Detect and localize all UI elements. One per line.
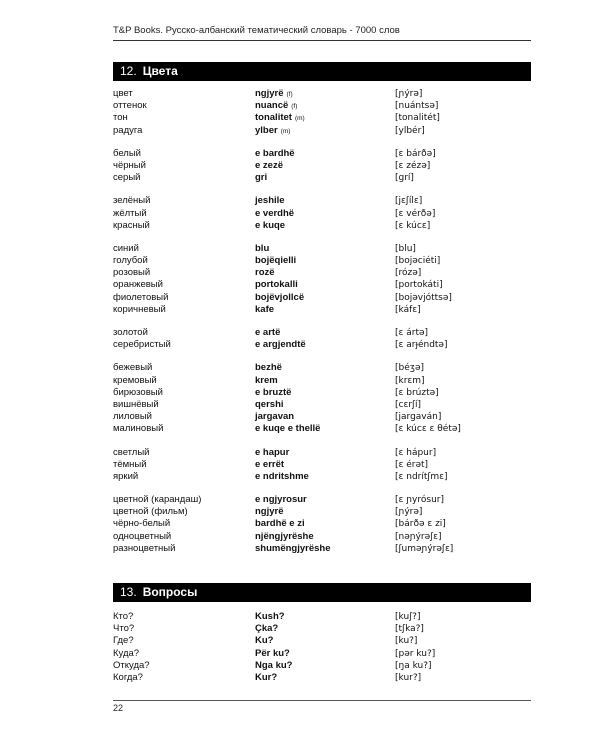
vocab-row bbox=[113, 623, 531, 635]
albanian-word bbox=[255, 387, 291, 399]
albanian-word bbox=[255, 399, 284, 411]
russian-word: тон bbox=[113, 112, 128, 124]
russian-word: Где? bbox=[113, 635, 134, 647]
vocab-row bbox=[113, 148, 531, 160]
albanian-word bbox=[255, 255, 296, 267]
transcription: [ku?] bbox=[395, 636, 418, 647]
transcription: [káfɛ] bbox=[395, 304, 421, 315]
albanian-word bbox=[255, 267, 275, 279]
russian-word: зелёный bbox=[113, 195, 151, 207]
transcription: [bárðə ɛ zi] bbox=[395, 519, 446, 530]
albanian-word-text: e bruztë bbox=[255, 386, 292, 398]
russian-word: розовый bbox=[113, 267, 151, 279]
albanian-word bbox=[255, 459, 284, 471]
transcription: [ɛ ɲyrósur] bbox=[395, 495, 444, 506]
transcription: [bojəvjóttsə] bbox=[395, 292, 452, 303]
russian-word: цветной (фильм) bbox=[113, 506, 188, 518]
russian-word: вишнёвый bbox=[113, 398, 159, 410]
albanian-word bbox=[255, 635, 273, 647]
vocab-row bbox=[113, 255, 531, 267]
albanian-word-text: Çka? bbox=[255, 623, 279, 635]
vocab-row bbox=[113, 267, 531, 279]
albanian-word-text: gri bbox=[255, 172, 268, 184]
albanian-word bbox=[255, 660, 292, 672]
albanian-word bbox=[255, 125, 290, 138]
vocab-row bbox=[113, 362, 531, 374]
vocab-row bbox=[113, 411, 531, 423]
vocab-row bbox=[113, 399, 531, 411]
albanian-word bbox=[255, 447, 289, 459]
albanian-word bbox=[255, 543, 331, 555]
albanian-word-text: ngjyrë bbox=[255, 88, 284, 99]
albanian-word-text: Ku? bbox=[255, 635, 274, 647]
transcription: [nəɲýrəʃɛ] bbox=[395, 531, 442, 542]
vocab-row bbox=[113, 243, 531, 255]
transcription: [ɛ bárðə] bbox=[395, 148, 436, 159]
albanian-word bbox=[255, 494, 307, 506]
transcription: [grí] bbox=[395, 173, 414, 184]
vocab-row bbox=[113, 195, 531, 207]
russian-word: бирюзовый bbox=[113, 386, 163, 398]
albanian-word-text: e kuqe bbox=[255, 219, 286, 231]
albanian-word-text: bojëvjollcë bbox=[255, 291, 305, 303]
vocab-row bbox=[113, 672, 531, 684]
albanian-word-text: portokalli bbox=[255, 279, 298, 291]
albanian-word bbox=[255, 208, 294, 220]
albanian-word bbox=[255, 304, 274, 316]
albanian-word-text: e verdhë bbox=[255, 207, 295, 219]
albanian-word bbox=[255, 672, 277, 684]
transcription: [ɲýrə] bbox=[395, 89, 423, 99]
vocab-row bbox=[113, 88, 531, 100]
transcription: [nuántsə] bbox=[395, 101, 439, 112]
transcription: [ɛ érət] bbox=[395, 459, 429, 470]
russian-word: Куда? bbox=[113, 647, 140, 659]
vocab-row bbox=[113, 660, 531, 672]
transcription: [ʃuməɲýrəʃɛ] bbox=[395, 543, 454, 554]
albanian-word bbox=[255, 362, 282, 374]
albanian-word-text: jeshile bbox=[255, 195, 285, 207]
albanian-word bbox=[255, 243, 269, 255]
vocab-row bbox=[113, 279, 531, 291]
transcription: [bojəciéti] bbox=[395, 256, 441, 267]
albanian-word bbox=[255, 292, 304, 304]
section-header-questions bbox=[113, 583, 531, 602]
russian-word: жёлтый bbox=[113, 207, 147, 219]
vocab-row bbox=[113, 611, 531, 623]
section-title: Цвета bbox=[142, 64, 178, 78]
vocab-row bbox=[113, 471, 531, 483]
running-header: T&P Books. Русско-албанский тематический словарь - 7000 слов bbox=[113, 25, 400, 36]
albanian-word bbox=[255, 279, 298, 291]
transcription: [béʒə] bbox=[395, 363, 425, 374]
albanian-word-text: krem bbox=[255, 374, 278, 386]
albanian-word bbox=[255, 327, 280, 339]
russian-word: цветной (карандаш) bbox=[113, 494, 202, 506]
vocab-row bbox=[113, 220, 531, 232]
albanian-word bbox=[255, 411, 294, 423]
albanian-word-text: Për ku? bbox=[255, 647, 290, 659]
russian-word: одноцветный bbox=[113, 530, 172, 542]
albanian-word bbox=[255, 623, 278, 635]
albanian-word-text: e argjendtë bbox=[255, 339, 306, 351]
vocab-row bbox=[113, 635, 531, 647]
russian-word: фиолетовый bbox=[113, 291, 169, 303]
vocab-row bbox=[113, 518, 531, 530]
albanian-word-text: blu bbox=[255, 242, 270, 254]
albanian-word-text: kafe bbox=[255, 303, 275, 315]
vocab-row bbox=[113, 304, 531, 316]
vocab-row bbox=[113, 447, 531, 459]
albanian-word-text: e hapur bbox=[255, 446, 290, 458]
russian-word: бежевый bbox=[113, 362, 153, 374]
transcription: [cɛrʃí] bbox=[395, 399, 422, 410]
albanian-word-text: e bardhë bbox=[255, 147, 295, 159]
albanian-word-text: e ndritshme bbox=[255, 470, 309, 482]
transcription: [ɛ ndrítʃmɛ] bbox=[395, 471, 448, 482]
albanian-word bbox=[255, 471, 309, 483]
gender-marker: (m) bbox=[294, 115, 305, 123]
transcription: [ɛ kúcɛ ɛ θétə] bbox=[395, 424, 461, 435]
transcription: [portokáti] bbox=[395, 280, 443, 291]
transcription: [jɛʃílɛ] bbox=[395, 196, 423, 207]
transcription: [rózə] bbox=[395, 268, 422, 279]
vocab-row bbox=[113, 125, 531, 137]
header-divider bbox=[113, 40, 531, 41]
russian-word: оттенок bbox=[113, 100, 147, 112]
vocab-row bbox=[113, 339, 531, 351]
vocab-list-colors bbox=[113, 88, 531, 555]
albanian-word-text: e kuqe e thellë bbox=[255, 423, 321, 435]
transcription: [kuʃ?] bbox=[395, 612, 421, 622]
russian-word: синий bbox=[113, 242, 139, 254]
vocab-row bbox=[113, 506, 531, 518]
albanian-word-text: e zezë bbox=[255, 159, 283, 171]
page-number: 22 bbox=[113, 703, 124, 713]
albanian-word bbox=[255, 220, 285, 232]
russian-word: белый bbox=[113, 147, 141, 159]
russian-word: малиновый bbox=[113, 423, 164, 435]
vocab-row bbox=[113, 172, 531, 184]
russian-word: лиловый bbox=[113, 411, 152, 423]
albanian-word bbox=[255, 506, 284, 518]
russian-word: светлый bbox=[113, 446, 150, 458]
russian-word: разноцветный bbox=[113, 542, 176, 554]
russian-word: яркий bbox=[113, 470, 139, 482]
albanian-word-text: ylber bbox=[255, 124, 278, 136]
albanian-word-text: e ngjyrosur bbox=[255, 494, 307, 506]
albanian-word-text: bojëqielli bbox=[255, 255, 297, 267]
transcription: [pər ku?] bbox=[395, 648, 436, 659]
albanian-word bbox=[255, 423, 320, 435]
vocab-row bbox=[113, 423, 531, 435]
albanian-word-text: qershi bbox=[255, 398, 284, 410]
transcription: [blu] bbox=[395, 243, 416, 254]
vocab-row bbox=[113, 112, 531, 124]
footer-divider bbox=[113, 700, 531, 701]
albanian-word bbox=[255, 518, 305, 530]
vocab-row bbox=[113, 531, 531, 543]
albanian-word-text: bardhë e zi bbox=[255, 518, 305, 530]
vocab-row bbox=[113, 494, 531, 506]
russian-word: оранжевый bbox=[113, 279, 163, 291]
transcription: [ɛ ártə] bbox=[395, 328, 429, 338]
albanian-word-text: bezhë bbox=[255, 362, 282, 374]
albanian-word bbox=[255, 648, 290, 660]
russian-word: коричневый bbox=[113, 303, 166, 315]
vocab-row bbox=[113, 100, 531, 112]
section-header-colors bbox=[113, 62, 531, 81]
russian-word: серебристый bbox=[113, 339, 171, 351]
transcription: [tonalitét] bbox=[395, 113, 440, 124]
albanian-word-text: ngjyrë bbox=[255, 506, 284, 518]
russian-word: голубой bbox=[113, 255, 148, 267]
gender-marker: (m) bbox=[280, 127, 291, 135]
gender-marker: (f) bbox=[286, 91, 293, 98]
albanian-word bbox=[255, 531, 314, 543]
russian-word: Кто? bbox=[113, 611, 134, 622]
albanian-word bbox=[255, 375, 278, 387]
russian-word: серый bbox=[113, 172, 141, 184]
gender-marker: (f) bbox=[291, 103, 298, 111]
albanian-word bbox=[255, 160, 283, 172]
russian-word: Откуда? bbox=[113, 659, 150, 671]
vocab-row bbox=[113, 292, 531, 304]
albanian-word-text: Nga ku? bbox=[255, 659, 293, 671]
transcription: [tʃka?] bbox=[395, 624, 424, 635]
albanian-word-text: nuancë bbox=[255, 100, 289, 112]
russian-word: кремовый bbox=[113, 374, 157, 386]
vocab-row bbox=[113, 375, 531, 387]
albanian-word-text: e errët bbox=[255, 458, 285, 470]
vocab-row bbox=[113, 543, 531, 555]
vocab-row bbox=[113, 459, 531, 471]
albanian-word-text: rozë bbox=[255, 267, 275, 279]
vocab-row bbox=[113, 387, 531, 399]
albanian-word bbox=[255, 148, 295, 160]
transcription: [ɛ vérðə] bbox=[395, 208, 436, 219]
russian-word: чёрно-белый bbox=[113, 518, 171, 530]
albanian-word-text: shumëngjyrëshe bbox=[255, 542, 331, 554]
albanian-word-text: tonalitet bbox=[255, 112, 292, 124]
section-number: 13. bbox=[120, 585, 137, 599]
russian-word: Когда? bbox=[113, 671, 143, 683]
albanian-word-text: e artë bbox=[255, 327, 281, 338]
albanian-word-text: jargavan bbox=[255, 411, 295, 423]
vocab-row bbox=[113, 327, 531, 339]
russian-word: радуга bbox=[113, 124, 143, 136]
section-title: Вопросы bbox=[142, 585, 198, 599]
russian-word: Что? bbox=[113, 623, 135, 635]
albanian-word bbox=[255, 339, 306, 351]
transcription: [krɛm] bbox=[395, 375, 425, 386]
section-number: 12. bbox=[120, 64, 137, 78]
transcription: [ylbér] bbox=[395, 125, 425, 136]
vocab-list-questions bbox=[113, 611, 531, 684]
albanian-word bbox=[255, 195, 285, 207]
russian-word: цвет bbox=[113, 88, 133, 99]
russian-word: чёрный bbox=[113, 159, 146, 171]
albanian-word-text: Kur? bbox=[255, 671, 278, 683]
russian-word: тёмный bbox=[113, 458, 147, 470]
transcription: [ɛ arɟéndtə] bbox=[395, 340, 448, 351]
vocab-row bbox=[113, 160, 531, 172]
transcription: [jargaván] bbox=[395, 412, 442, 423]
albanian-word bbox=[255, 611, 285, 623]
transcription: [ɛ brúztə] bbox=[395, 387, 439, 398]
vocab-row bbox=[113, 208, 531, 220]
transcription: [ɛ zézə] bbox=[395, 160, 431, 171]
vocab-row bbox=[113, 648, 531, 660]
russian-word: золотой bbox=[113, 327, 148, 338]
russian-word: красный bbox=[113, 219, 150, 231]
albanian-word bbox=[255, 172, 267, 184]
transcription: [ɲýrə] bbox=[395, 507, 423, 518]
transcription: [ŋa ku?] bbox=[395, 660, 432, 671]
transcription: [kur?] bbox=[395, 672, 422, 683]
albanian-word-text: Kush? bbox=[255, 611, 285, 622]
albanian-word-text: njëngjyrëshe bbox=[255, 530, 314, 542]
transcription: [ɛ hápur] bbox=[395, 447, 437, 458]
transcription: [ɛ kúcɛ] bbox=[395, 220, 431, 231]
